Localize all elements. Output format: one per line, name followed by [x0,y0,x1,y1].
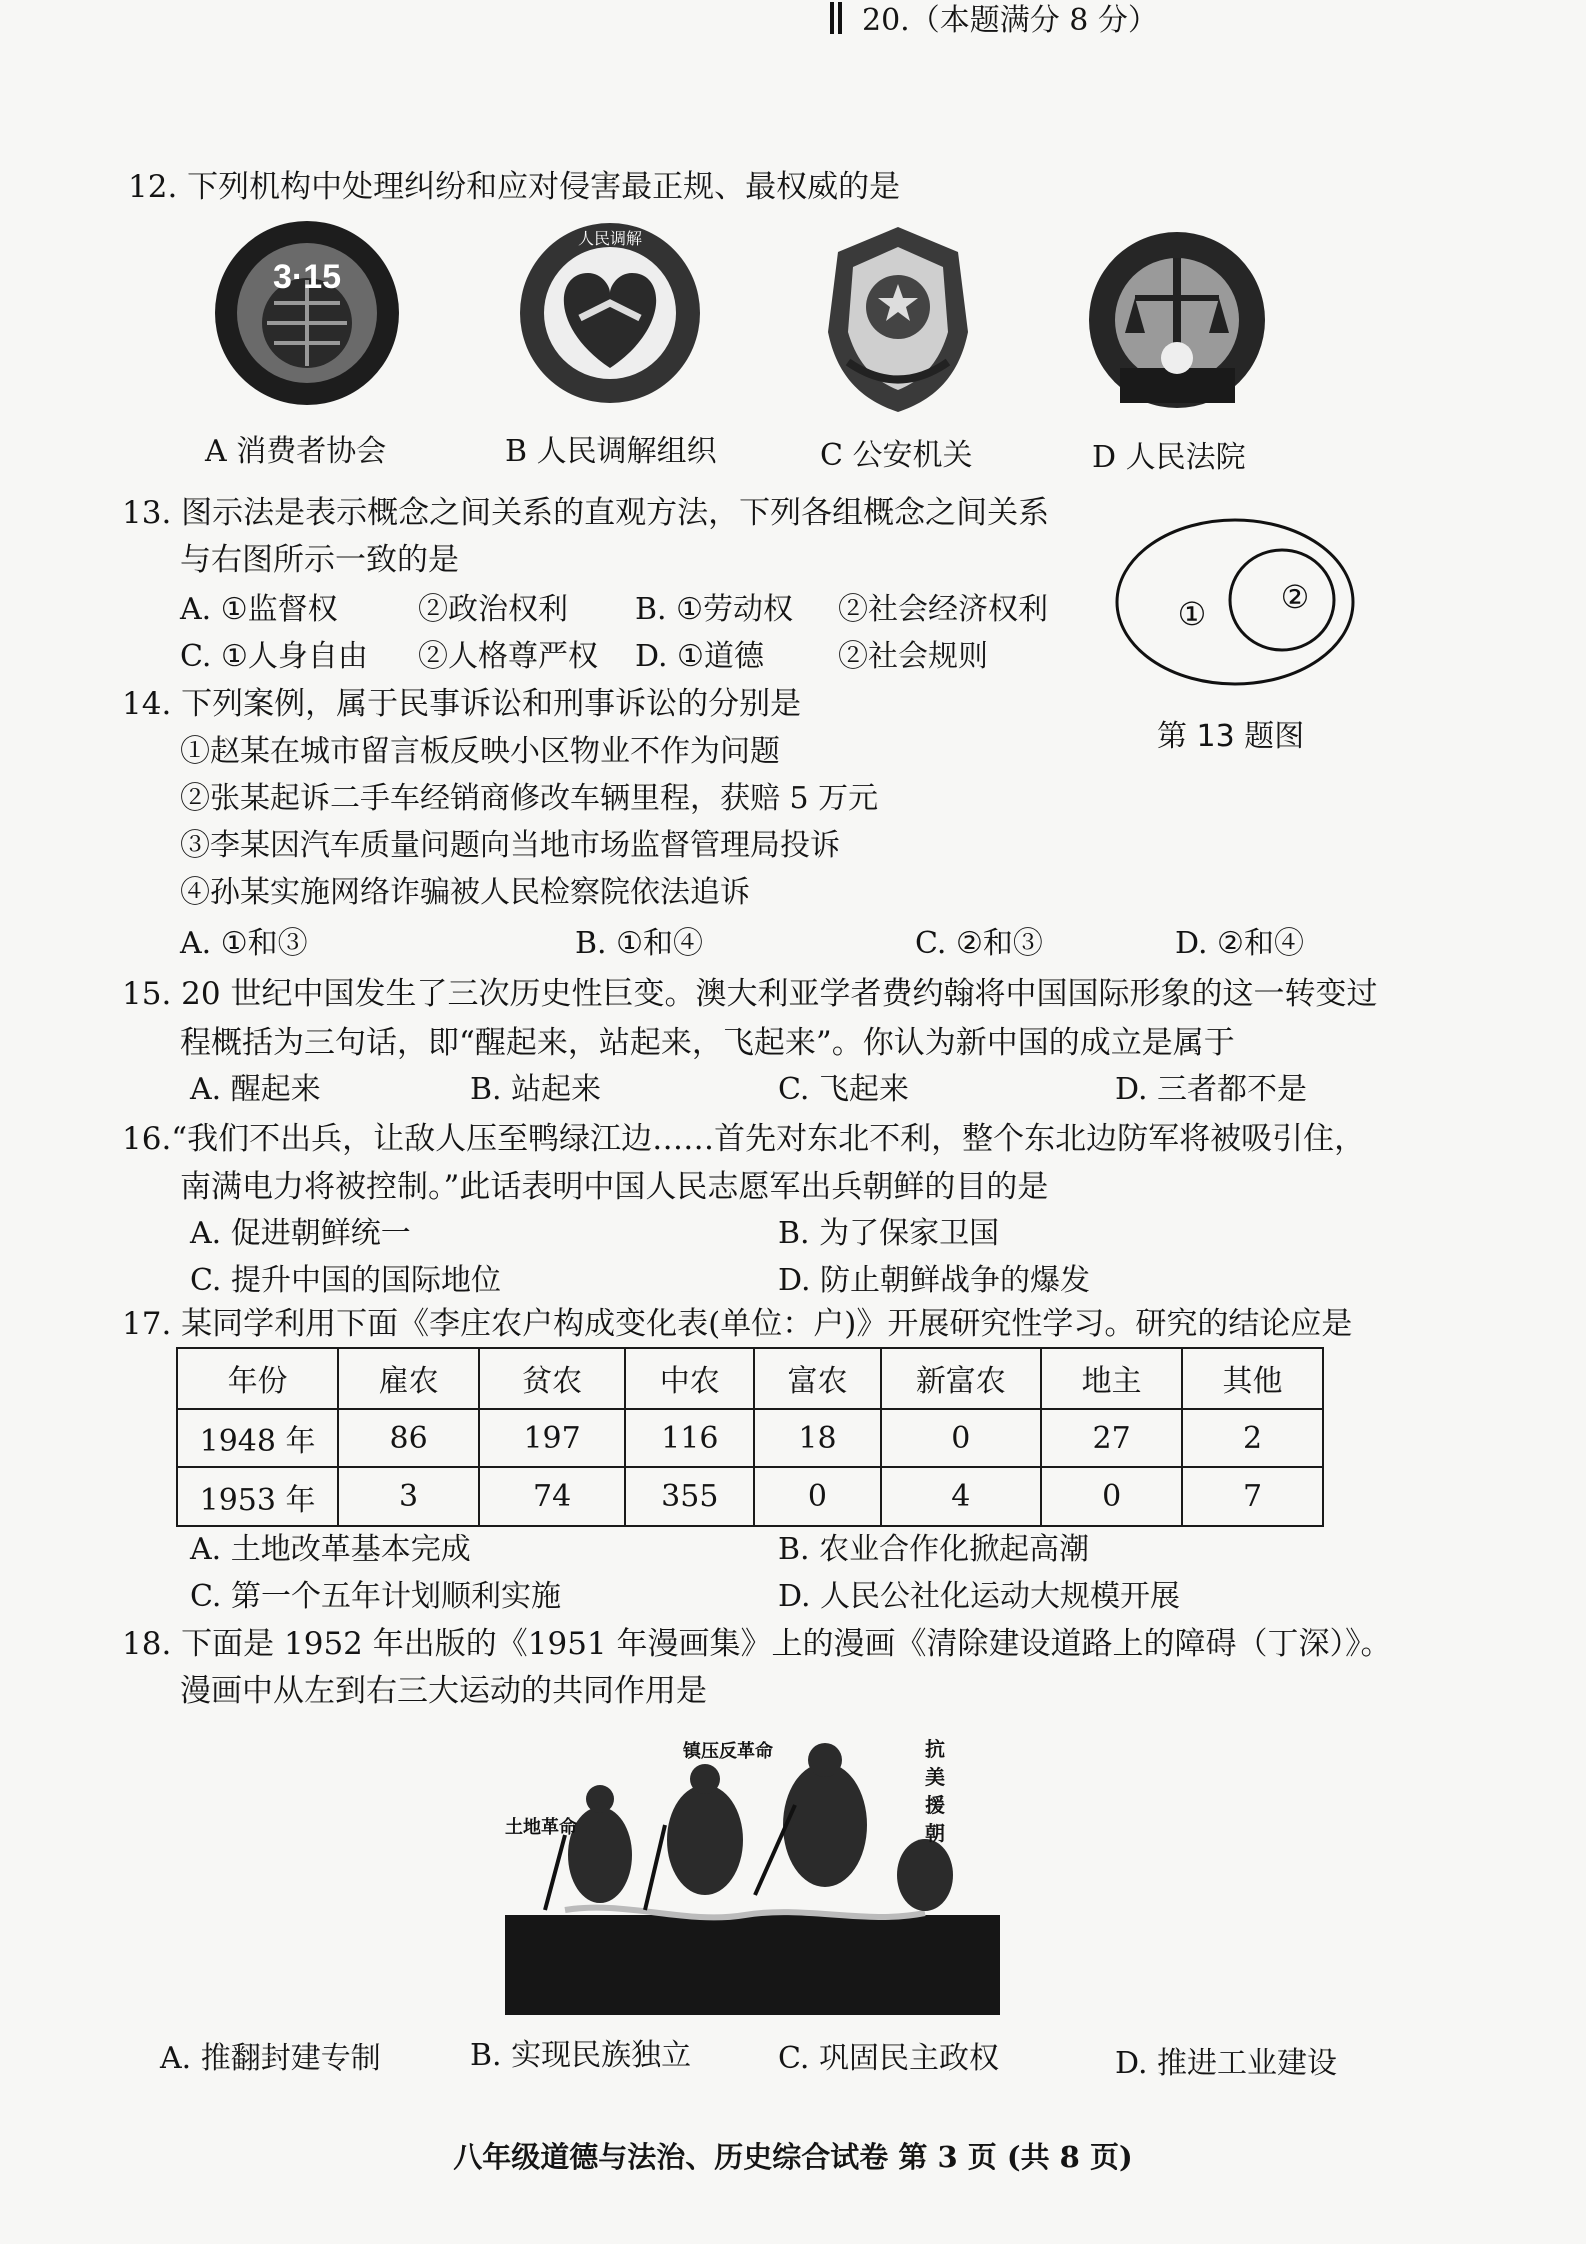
table-cell: 1953 年 [177,1467,338,1526]
q16-option-a[interactable]: A. 促进朝鲜统一 [190,1216,411,1251]
q13-option-b-second: ②社会经济权利 [838,592,1048,627]
table-header-cell: 新富农 [881,1348,1042,1409]
q12-option-d[interactable]: D 人民法院 [1092,440,1246,475]
table-cell: 116 [625,1409,754,1468]
q15-stem-line2: 程概括为三句话，即“醒起来，站起来，飞起来”。你认为新中国的成立是属于 [180,1025,1235,1061]
table-header-cell: 地主 [1041,1348,1182,1409]
q17-option-b[interactable]: B. 农业合作化掀起高潮 [778,1532,1090,1567]
q14-case-1: ①赵某在城市留言板反映小区物业不作为问题 [180,734,780,769]
q12-option-a[interactable]: A 消费者协会 [205,434,387,469]
q12-option-c[interactable]: C 公安机关 [820,438,973,473]
q17-option-d[interactable]: D. 人民公社化运动大规模开展 [778,1579,1181,1614]
q16-option-c[interactable]: C. 提升中国的国际地位 [190,1263,501,1298]
emblem-cpa-text: 3·15 [272,258,342,296]
q18-option-c[interactable]: C. 巩固民主政权 [778,2041,999,2076]
q14-option-a[interactable]: A. ①和③ [180,926,308,961]
q13-figure-caption: 第 13 题图 [1157,719,1305,754]
q13-option-b[interactable]: B. ①劳动权 [635,592,794,627]
q13-option-c-second: ②人格尊严权 [418,639,598,674]
q16-option-b[interactable]: B. 为了保家卫国 [778,1216,1000,1251]
q18-stem-line2: 漫画中从左到右三大运动的共同作用是 [180,1673,707,1709]
farm-household-table [176,1347,1324,1527]
q14-case-3: ③李某因汽车质量问题向当地市场监督管理局投诉 [180,828,840,863]
table-header-cell: 中农 [625,1348,754,1409]
q13-option-a[interactable]: A. ①监督权 [180,592,338,627]
cartoon-label-suppress: 镇压反革命 [683,1741,773,1762]
table-cell: 3 [338,1467,479,1526]
table-header-cell: 其他 [1182,1348,1323,1409]
q15-option-c[interactable]: C. 飞起来 [778,1072,909,1107]
header-bar-mark-2 [838,2,842,34]
q14-case-4: ④孙某实施网络诈骗被人民检察院依法追诉 [180,875,750,910]
table-cell: 74 [479,1467,625,1526]
q13-option-c[interactable]: C. ①人身自由 [180,639,368,674]
police-emblem [808,222,988,417]
table-header-cell: 雇农 [338,1348,479,1409]
venn-outer-label: ① [1177,595,1207,633]
q15-stem-line1: 15. 20 世纪中国发生了三次历史性巨变。澳大利亚学者费约翰将中国国际形象的这一转变过 [122,976,1378,1012]
q14-option-b[interactable]: B. ①和④ [575,926,704,961]
q17-stem: 17. 某同学利用下面《李庄农户构成变化表(单位：户)》开展研究性学习。研究的结论应是 [122,1306,1353,1342]
q18-option-b[interactable]: B. 实现民族独立 [470,2038,692,2073]
q18-option-d[interactable]: D. 推进工业建设 [1115,2046,1338,2081]
mediation-emblem [510,218,710,408]
cartoon-label-land-revolution: 土地革命 [505,1817,577,1838]
venn-inner-label: ② [1280,578,1310,616]
table-cell: 197 [479,1409,625,1468]
table-cell: 7 [1182,1467,1323,1526]
q12-stem: 12. 下列机构中处理纠纷和应对侵害最正规、最权威的是 [128,169,901,205]
table-row [177,1409,1323,1468]
table-header-cell: 年份 [177,1348,338,1409]
q17-option-c[interactable]: C. 第一个五年计划顺利实施 [190,1579,561,1614]
table-row [177,1467,1323,1526]
table-header-cell: 富农 [754,1348,880,1409]
q14-stem: 14. 下列案例，属于民事诉讼和刑事诉讼的分别是 [122,686,802,722]
q16-option-d[interactable]: D. 防止朝鲜战争的爆发 [778,1263,1091,1298]
q14-option-d[interactable]: D. ②和④ [1175,926,1304,961]
table-cell: 2 [1182,1409,1323,1468]
q15-option-b[interactable]: B. 站起来 [470,1072,602,1107]
table-cell: 0 [1041,1467,1182,1526]
emblem-mediation-text: 人民调解 [577,229,643,248]
table-cell: 86 [338,1409,479,1468]
table-cell: 18 [754,1409,880,1468]
header-bar-mark [830,2,834,34]
q18-option-a[interactable]: A. 推翻封建专制 [160,2041,381,2076]
page-footer: 八年级道德与法治、历史综合试卷 第 3 页 (共 8 页) [453,2140,1133,2174]
q13-option-d[interactable]: D. ①道德 [635,639,764,674]
q16-stem-line1: 16.“我们不出兵，让敌人压至鸭绿江边……首先对东北不利，整个东北边防军将被吸引住， [122,1121,1366,1157]
q13-option-d-second: ②社会规则 [838,639,988,674]
cartoon-label-korea: 抗美援朝 [925,1737,945,1845]
q13-stem-line1: 13. 图示法是表示概念之间关系的直观方法，下列各组概念之间关系 [122,495,1050,531]
q13-option-a-second: ②政治权利 [418,592,568,627]
table-cell: 4 [881,1467,1042,1526]
table-cell: 27 [1041,1409,1182,1468]
table-cell: 0 [881,1409,1042,1468]
table-header-row [177,1348,1323,1409]
q14-option-c[interactable]: C. ②和③ [915,926,1043,961]
table-cell: 1948 年 [177,1409,338,1468]
table-header-cell: 贫农 [479,1348,625,1409]
q14-case-2: ②张某起诉二手车经销商修改车辆里程，获赔 5 万元 [180,781,879,816]
prev-question-fragment: 20.（本题满分 8 分） [862,3,1158,38]
q15-option-d[interactable]: D. 三者都不是 [1115,1072,1308,1107]
q17-option-a[interactable]: A. 土地改革基本完成 [190,1532,471,1567]
table-cell: 0 [754,1467,880,1526]
q13-venn-diagram [1110,515,1360,690]
q15-option-a[interactable]: A. 醒起来 [190,1072,321,1107]
table-cell: 355 [625,1467,754,1526]
consumer-association-emblem [212,218,402,408]
q13-stem-line2: 与右图所示一致的是 [180,542,459,578]
q16-stem-line2: 南满电力将被控制。”此话表明中国人民志愿军出兵朝鲜的目的是 [180,1169,1049,1205]
court-emblem [1080,228,1275,418]
q18-stem-line1: 18. 下面是 1952 年出版的《1951 年漫画集》上的漫画《清除建设道路上的障碍（丁深）》。 [122,1626,1392,1662]
q12-option-b[interactable]: B 人民调解组织 [505,434,717,469]
